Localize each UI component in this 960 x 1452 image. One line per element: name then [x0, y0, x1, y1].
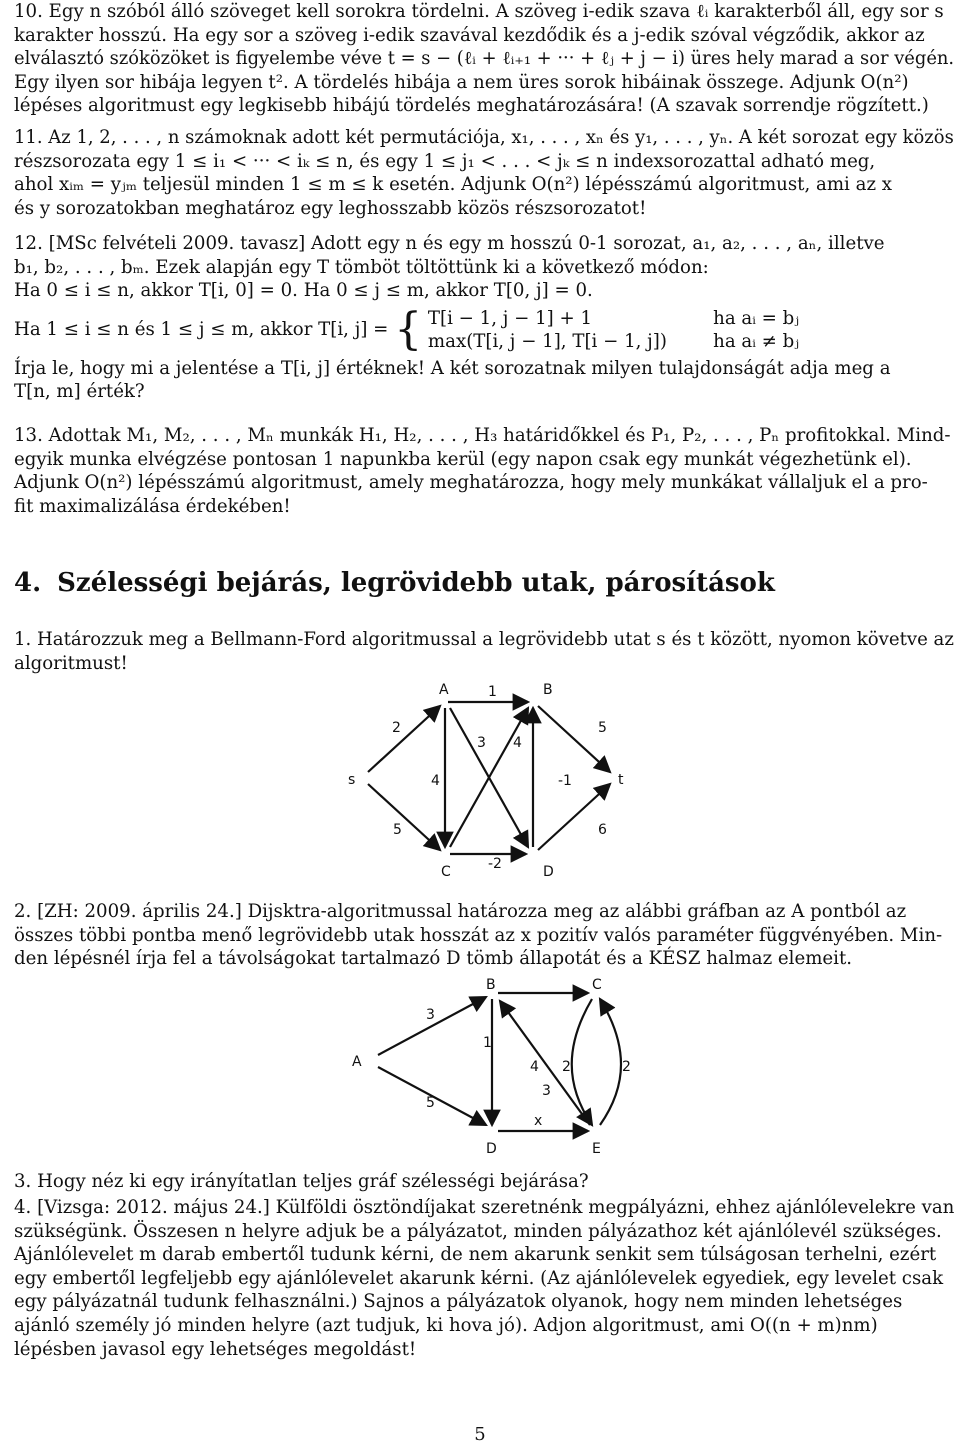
problem-12-line: b₁, b₂, . . . , bₘ. Ezek alapján egy T tömböt töltöttünk ki a következő módon:: [14, 256, 709, 278]
problem-10-line: Egy ilyen sor hibája legyen t². A tördelés hibája a nem üres sorok hibáinak összege. Adjunk O(n²): [14, 71, 909, 93]
edge-B-t: [538, 706, 610, 772]
problem-11-line: 11. Az 1, 2, . . . , n számoknak adott két permutációja, x₁, . . . , xₙ és y₁, . . . , yₙ. A két sorozat egy közös: [14, 127, 954, 148]
weight-C-D: -2: [488, 856, 502, 872]
problem-11-line: részsorozata egy 1 ≤ i₁ < ··· < iₖ ≤ n, és egy 1 ≤ j₁ < . . . < jₖ ≤ n indexsorozattal adható meg,: [14, 150, 876, 172]
weight-D-B: -1: [558, 773, 572, 789]
problem-13: [14, 424, 956, 518]
node-B: B: [543, 682, 553, 698]
problem-10-line: karakter hosszú. Ha egy sor a szöveg i-edik szavával kezdődik és a j-edik szóval végződik, akkor az: [14, 24, 925, 46]
problem-11-line: ahol xᵢₘ = yⱼₘ teljesül minden 1 ≤ m ≤ k esetén. Adjunk O(n²) lépésszámú algoritmust, ami az x: [14, 174, 893, 196]
cases-brace: {: [394, 303, 423, 355]
node-C: C: [441, 864, 451, 880]
problem-13-line: egyik munka elvégzése pontosan 1 napunkba kerül (egy napon csak egy munkát végezhetünk el).: [14, 448, 912, 470]
weight-A-C: 4: [431, 773, 440, 789]
s4-problem-4-line: ajánló személy jó minden helyre (azt tudjuk, ki hova jó). Adjon algoritmust, ami O((n + m)nm): [14, 1314, 878, 1336]
s4-problem-4-line: egy pályázatnál tudunk felhasználni.) Sajnos a pályázatok olyanok, hogy nem minden lehetséges: [14, 1291, 903, 1313]
s4-problem-4-line: lépésben javasol egy lehetséges megoldást!: [14, 1338, 417, 1360]
problem-13-line: fit maximalizálása érdekében!: [14, 495, 291, 517]
weight-B-t: 5: [598, 720, 607, 736]
weight-D-t: 6: [598, 822, 607, 838]
s4-problem-2-line: 2. [ZH: 2009. április 24.] Dijsktra-algoritmussal határozza meg az alábbi gráfban az A pontból az: [14, 901, 907, 922]
weight-E-B: 3: [542, 1083, 551, 1099]
section-heading: [14, 568, 791, 598]
problem-12-cases: [14, 303, 954, 357]
s4-problem-4-line: 4. [Vizsga: 2012. május 24.] Külföldi ösztöndíjakat szeretnénk megpályázni, ehhez ajánlólevelekre van: [14, 1197, 955, 1218]
weight-s-A: 2: [392, 720, 401, 736]
problem-11-line: és y sorozatokban meghatároz egy leghosszabb közös részsorozatot!: [14, 197, 647, 219]
weight-E-C-right: 2: [622, 1059, 631, 1075]
s4-problem-3-line: 3. Hogy néz ki egy irányítatlan teljes gráf szélességi bejárása?: [14, 1171, 589, 1192]
problem-11: [14, 126, 956, 220]
weight-A-B: 3: [426, 1007, 435, 1023]
weight-C-B: 4: [513, 735, 522, 751]
problem-10: [14, 0, 956, 118]
s4-problem-1: [14, 628, 956, 675]
edge-E-B: [500, 1001, 590, 1125]
s4-problem-2: [14, 900, 956, 971]
node-D: D: [486, 1141, 497, 1157]
s4-problem-4-line: egy embertől legfeljebb egy ajánlólevelet akarunk kérni. (Az ajánlólevelek egyediek, egy levelet csak: [14, 1267, 944, 1289]
case-1-expression: T[i − 1, j − 1] + 1: [427, 307, 593, 329]
section-number: 4.: [14, 568, 42, 598]
cases-block: [428, 307, 799, 353]
node-D: D: [543, 864, 554, 880]
edge-D-t: [538, 784, 610, 850]
s4-problem-3: [14, 1170, 956, 1194]
node-A: A: [352, 1054, 362, 1070]
node-B: B: [486, 977, 496, 993]
problem-12-line: 12. [MSc felvételi 2009. tavasz] Adott egy n és egy m hosszú 0-1 sorozat, a₁, a₂, . . . , aₙ, illetve: [14, 233, 885, 254]
page-number: 5: [474, 1424, 486, 1445]
dijkstra-graph: [340, 975, 650, 1160]
edge-s-A: [368, 706, 440, 772]
node-A: A: [439, 682, 449, 698]
bellman-ford-graph: [300, 672, 660, 882]
problem-10-line: lépéses algoritmust egy legkisebb hibájú tördelés meghatározására! (A szavak sorrendje rögzített.): [14, 95, 929, 117]
s4-problem-2-line: den lépésnél írja fel a távolságokat tartalmazó D tömb állapotát és a KÉSZ halmaz elemeit.: [14, 948, 853, 970]
weight-A-D: 3: [477, 735, 486, 751]
edge-C-E-left: [572, 999, 592, 1125]
edge-s-C: [368, 784, 440, 850]
s4-problem-1-line: 1. Határozzuk meg a Bellmann-Ford algoritmussal a legrövidebb utat s és t között, nyomon követve az: [14, 629, 954, 650]
problem-13-line: 13. Adottak M₁, M₂, . . . , Mₙ munkák H₁, H₂, . . . , H₃ határidőkkel és P₁, P₂, . . . , Pₙ profitokkal. Mind-: [14, 425, 951, 446]
weight-A-B: 1: [488, 684, 497, 700]
problem-12: [14, 232, 956, 404]
weight-D-E: x: [534, 1113, 543, 1129]
node-s: s: [348, 772, 356, 788]
problem-12-line: Ha 0 ≤ i ≤ n, akkor T[i, 0] = 0. Ha 0 ≤ j ≤ m, akkor T[0, j] = 0.: [14, 280, 593, 302]
s4-problem-4-line: szükségünk. Összesen n helyre adjuk be a pályázatot, minden pályázathoz két ajánlólevél szükséges.: [14, 1220, 942, 1242]
edge-E-C-right: [600, 999, 621, 1125]
case-2-condition: ha aᵢ ≠ bⱼ: [713, 330, 800, 352]
problem-13-line: Adjunk O(n²) lépésszámú algoritmust, amely meghatározza, hogy mely munkákat vállaljuk el a pro-: [14, 472, 928, 494]
s4-problem-1-line: algoritmust!: [14, 652, 128, 674]
problem-12-line: T[n, m] érték?: [14, 381, 145, 403]
weight-s-C: 5: [393, 822, 402, 838]
problem-12-line: Írja le, hogy mi a jelentése a T[i, j] értéknek! A két sorozatnak milyen tulajdonságát adja meg a: [14, 357, 891, 379]
s4-problem-2-line: összes többi pontba menő legrövidebb utak hosszát az x pozitív valós paraméter függvényében. Min-: [14, 924, 943, 946]
node-E: E: [592, 1141, 601, 1157]
weight-A-D: 5: [426, 1095, 435, 1111]
edge-A-B: [378, 997, 486, 1055]
node-t: t: [618, 772, 624, 788]
node-C: C: [592, 977, 602, 993]
cases-intro: Ha 1 ≤ i ≤ n és 1 ≤ j ≤ m, akkor T[i, j] =: [14, 318, 389, 340]
case-2-expression: max(T[i, j − 1], T[i − 1, j]): [427, 330, 667, 352]
weight-C-E-left: 2: [562, 1059, 571, 1075]
problem-10-line: 10. Egy n szóból álló szöveget kell sorokra tördelni. A szöveg i-edik szava ℓᵢ karakterből áll, egy sor s: [14, 1, 944, 22]
case-1-condition: ha aᵢ = bⱼ: [713, 307, 800, 329]
weight-B-C: 4: [530, 1059, 539, 1075]
problem-10-line: elválasztó szóközöket is figyelembe véve t = s − (ℓᵢ + ℓᵢ₊₁ + ··· + ℓⱼ + j − i) üres hely marad a sor végén.: [14, 48, 955, 70]
s4-problem-4: [14, 1196, 956, 1361]
section-title: Szélességi bejárás, legrövidebb utak, párosítások: [57, 568, 775, 598]
weight-B-D: 1: [483, 1035, 492, 1051]
s4-problem-4-line: Ajánlólevelet m darab embertől tudunk kérni, de nem akarunk senkit sem túlságosan terhelni, ezért: [14, 1244, 937, 1266]
